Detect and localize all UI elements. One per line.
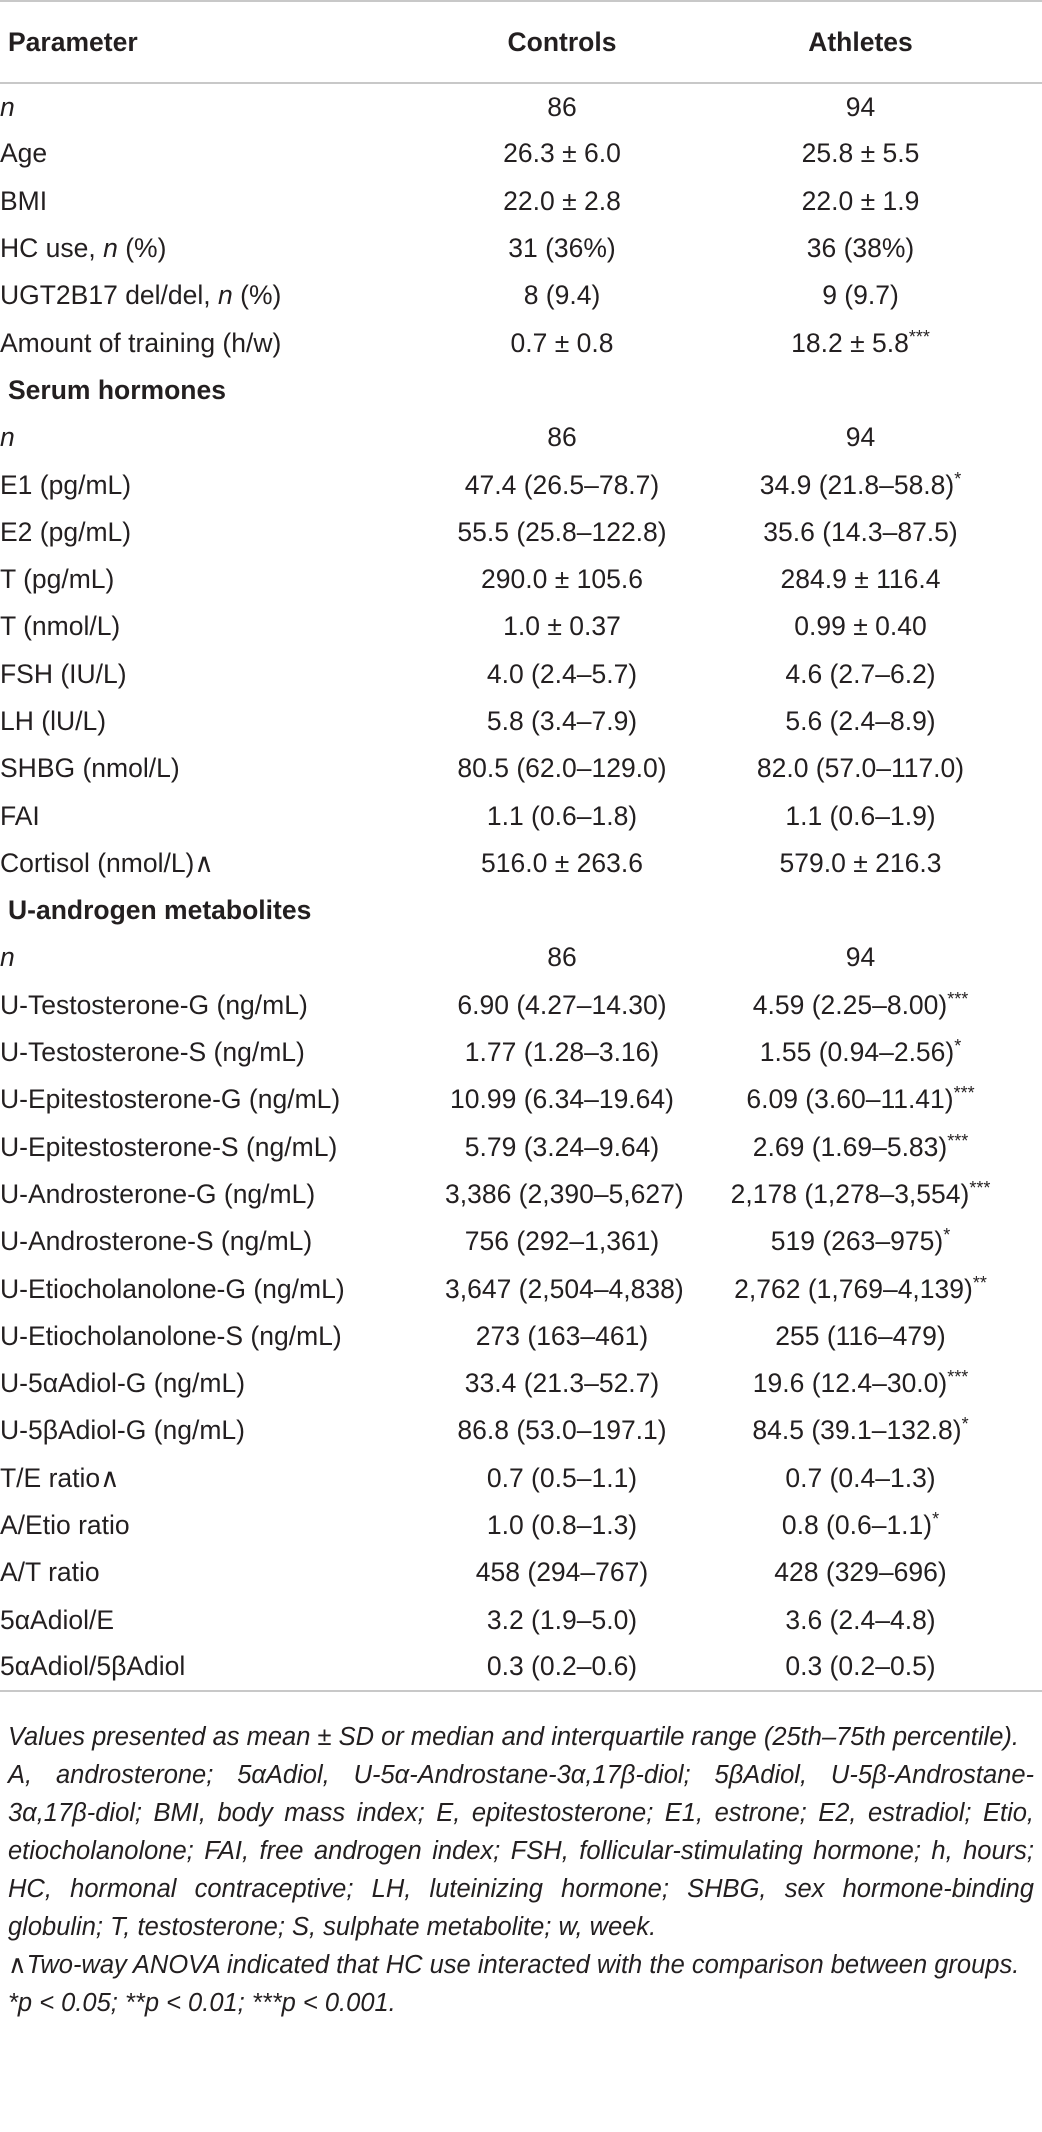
table-row <box>0 698 1042 745</box>
table-row <box>0 225 1042 272</box>
table-row <box>0 603 1042 650</box>
parameter-cell <box>0 319 445 366</box>
controls-value: 55.5 (25.8–122.8) <box>457 516 667 547</box>
athletes-cell <box>679 1597 1042 1644</box>
parameter-cell <box>0 792 445 839</box>
controls-value: 10.99 (6.34–19.64) <box>450 1084 674 1115</box>
parameter-label: T/E ratio∧ <box>0 1462 120 1493</box>
controls-value: 458 (294–767) <box>475 1557 649 1588</box>
athletes-value: 9 (9.7) <box>822 280 899 311</box>
parameter-label: 5αAdiol/E <box>0 1604 115 1635</box>
parameter-cell <box>0 651 445 698</box>
athletes-value: 36 (38%) <box>806 233 915 264</box>
footnote-anova: ∧Two-way ANOVA indicated that HC use interacted with the comparison between groups. <box>8 1951 1020 1979</box>
athletes-value: 0.7 (0.4–1.3) <box>785 1462 936 1493</box>
athletes-value: 82.0 (57.0–117.0) <box>756 753 965 784</box>
parameter-cell <box>0 745 445 792</box>
athletes-value: 579.0 ± 216.3 <box>779 847 942 878</box>
controls-value: 273 (163–461) <box>475 1320 649 1351</box>
parameter-label-tail: (%) <box>232 280 282 311</box>
athletes-value: 84.5 (39.1–132.8) <box>752 1415 962 1446</box>
parameter-cell <box>0 1502 445 1549</box>
parameter-label-tail: (%) <box>117 233 167 264</box>
athletes-value: 4.6 (2.7–6.2) <box>785 658 936 689</box>
table-row <box>0 130 1042 177</box>
athletes-cell <box>679 1455 1042 1502</box>
athletes-value: 0.3 (0.2–0.5) <box>785 1651 936 1682</box>
table-row <box>0 414 1042 461</box>
athletes-cell <box>679 178 1042 225</box>
table-row <box>0 83 1042 130</box>
parameter-label: BMI <box>0 185 48 216</box>
table-row <box>0 272 1042 319</box>
controls-value: 33.4 (21.3–52.7) <box>464 1368 660 1399</box>
athletes-cell <box>679 1265 1042 1312</box>
athletes-value: 5.6 (2.4–8.9) <box>785 706 936 736</box>
table-row <box>0 178 1042 225</box>
athletes-cell <box>679 1218 1042 1265</box>
controls-value: 6.90 (4.27–14.30) <box>457 989 667 1020</box>
athletes-value: 19.6 (12.4–30.0) <box>752 1368 948 1399</box>
parameter-label: U-Testosterone-S (ng/mL) <box>0 1037 305 1068</box>
header-controls: Controls <box>445 1 679 83</box>
significance-marker: * <box>932 1509 940 1530</box>
table-header <box>0 1 1042 83</box>
controls-value: 86 <box>547 91 577 122</box>
significance-marker: ** <box>972 1272 987 1293</box>
controls-value: 4.0 (2.4–5.7) <box>486 658 638 689</box>
athletes-cell <box>679 130 1042 177</box>
parameter-cell <box>0 414 445 461</box>
athletes-value: 94 <box>845 422 876 453</box>
athletes-cell <box>679 414 1042 461</box>
parameter-cell <box>0 1644 445 1691</box>
athletes-value: 94 <box>845 942 876 973</box>
athletes-value: 428 (329–696) <box>774 1557 947 1588</box>
table-row <box>0 319 1042 366</box>
athletes-value: 1.55 (0.94–2.56) <box>759 1037 955 1068</box>
parameter-label: 5αAdiol/5βAdiol <box>0 1651 186 1682</box>
parameter-cell <box>0 982 445 1029</box>
controls-value: 86.8 (53.0–197.1) <box>457 1415 667 1446</box>
controls-value: 756 (292–1,361) <box>464 1226 660 1257</box>
parameter-label: E1 (pg/mL) <box>0 469 132 500</box>
athletes-value: 34.9 (21.8–58.8) <box>759 469 955 500</box>
athletes-cell <box>679 1360 1042 1407</box>
section-header-row <box>0 367 1042 414</box>
athletes-value: 94 <box>845 91 876 122</box>
controls-value: 80.5 (62.0–129.0) <box>457 753 667 784</box>
athletes-cell <box>679 982 1042 1029</box>
controls-value: 5.8 (3.4–7.9) <box>486 706 638 736</box>
significance-marker: *** <box>908 326 930 347</box>
athletes-value: 25.8 ± 5.5 <box>801 138 920 169</box>
parameter-cell <box>0 461 445 508</box>
parameter-label: n <box>0 91 15 122</box>
athletes-cell <box>679 319 1042 366</box>
table-row <box>0 745 1042 792</box>
parameter-label: T (pg/mL) <box>0 564 115 595</box>
athletes-value: 0.8 (0.6–1.1) <box>781 1510 933 1541</box>
parameter-cell <box>0 178 445 225</box>
athletes-cell <box>679 745 1042 792</box>
parameter-label: Cortisol (nmol/L)∧ <box>0 847 214 878</box>
significance-marker: * <box>961 1414 969 1435</box>
athletes-cell <box>679 1407 1042 1454</box>
controls-value: 3,386 (2,390–5,627) <box>445 1178 684 1209</box>
table-row <box>0 1076 1042 1123</box>
athletes-value: 18.2 ± 5.8 <box>791 327 909 358</box>
footnote-significance: *p < 0.05; **p < 0.01; ***p < 0.001. <box>8 1989 396 2017</box>
significance-marker: *** <box>947 1367 969 1388</box>
athletes-value: 255 (116–479) <box>775 1320 946 1351</box>
table-row <box>0 982 1042 1029</box>
parameter-cell <box>0 934 445 981</box>
athletes-cell <box>679 1549 1042 1596</box>
parameter-cell <box>0 556 445 603</box>
parameter-label: FAI <box>0 800 40 831</box>
parameter-label: HC use, <box>0 233 104 264</box>
parameter-cell <box>0 130 445 177</box>
parameter-cell <box>0 1029 445 1076</box>
parameter-cell <box>0 1549 445 1596</box>
athletes-value: 22.0 ± 1.9 <box>801 185 920 216</box>
table-row <box>0 792 1042 839</box>
controls-value: 290.0 ± 105.6 <box>481 564 643 595</box>
athletes-value: 2,178 (1,278–3,554) <box>730 1178 970 1209</box>
parameter-label: U-Androsterone-G (ng/mL) <box>0 1178 316 1209</box>
athletes-value: 3.6 (2.4–4.8) <box>785 1604 936 1635</box>
table-row <box>0 556 1042 603</box>
athletes-cell <box>679 461 1042 508</box>
parameter-cell <box>0 1360 445 1407</box>
table-row <box>0 1360 1042 1407</box>
table-row <box>0 509 1042 556</box>
parameter-label: U-5αAdiol-G (ng/mL) <box>0 1368 246 1399</box>
footnote-values: Values presented as mean ± SD or median and interquartile range (25th–75th percentile). <box>8 1723 1019 1751</box>
table-row <box>0 1218 1042 1265</box>
parameter-cell <box>0 1597 445 1644</box>
controls-value: 31 (36%) <box>508 233 616 264</box>
parameter-label: Age <box>0 138 48 169</box>
section-title: U-androgen metabolites <box>8 895 312 926</box>
parameter-label-italic: n <box>103 233 118 264</box>
athletes-value: 2.69 (1.69–5.83) <box>752 1131 948 1162</box>
table-row <box>0 1029 1042 1076</box>
parameter-label: U-Etiocholanolone-S (ng/mL) <box>0 1320 342 1351</box>
significance-marker: *** <box>947 1130 969 1151</box>
controls-value: 516.0 ± 263.6 <box>481 847 643 878</box>
significance-marker: * <box>943 1225 951 1246</box>
table-row <box>0 1597 1042 1644</box>
table-row <box>0 1502 1042 1549</box>
table-row <box>0 1455 1042 1502</box>
table-row <box>0 651 1042 698</box>
controls-value: 1.0 (0.8–1.3) <box>486 1510 638 1541</box>
athletes-cell <box>679 225 1042 272</box>
controls-value: 86 <box>547 422 577 453</box>
parameter-label: U-Epitestosterone-S (ng/mL) <box>0 1131 338 1162</box>
parameter-cell <box>0 1407 445 1454</box>
controls-value: 26.3 ± 6.0 <box>503 138 621 169</box>
parameter-cell <box>0 509 445 556</box>
controls-value: 3.2 (1.9–5.0) <box>486 1604 638 1635</box>
athletes-cell <box>679 698 1042 745</box>
controls-value: 1.77 (1.28–3.16) <box>464 1037 660 1068</box>
controls-value: 47.4 (26.5–78.7) <box>464 469 660 500</box>
parameter-label: U-Epitestosterone-G (ng/mL) <box>0 1084 341 1115</box>
section-title: Serum hormones <box>8 374 226 405</box>
parameter-cell <box>0 1171 445 1218</box>
controls-value: 86 <box>547 942 577 973</box>
parameter-cell <box>0 272 445 319</box>
controls-value: 0.3 (0.2–0.6) <box>445 1644 679 1691</box>
table-body <box>0 83 1042 1691</box>
controls-value: 5.79 (3.24–9.64) <box>464 1131 660 1162</box>
athletes-value: 519 (263–975) <box>770 1226 944 1257</box>
parameter-label: FSH (IU/L) <box>0 658 127 689</box>
parameter-cell <box>0 603 445 650</box>
athletes-cell <box>679 83 1042 130</box>
section-header-row <box>0 887 1042 934</box>
parameter-label: LH (lU/L) <box>0 706 107 736</box>
parameter-label: U-Etiocholanolone-G (ng/mL) <box>0 1273 345 1304</box>
parameter-cell <box>0 225 445 272</box>
parameter-label: SHBG (nmol/L) <box>0 753 180 784</box>
parameter-cell <box>0 1218 445 1265</box>
significance-marker: *** <box>947 988 969 1009</box>
athletes-cell <box>679 509 1042 556</box>
significance-marker: * <box>954 468 962 489</box>
parameter-cell <box>0 83 445 130</box>
table-row <box>0 934 1042 981</box>
table-row <box>0 1124 1042 1171</box>
athletes-cell <box>679 1502 1042 1549</box>
athletes-cell <box>679 556 1042 603</box>
parameter-label: A/T ratio <box>0 1557 100 1588</box>
parameter-cell <box>0 840 445 887</box>
athletes-cell <box>679 272 1042 319</box>
parameter-cell <box>0 1265 445 1312</box>
table-row <box>0 1313 1042 1360</box>
header-athletes: Athletes <box>679 1 1042 83</box>
athletes-value: 4.59 (2.25–8.00) <box>752 989 948 1020</box>
parameter-label: T (nmol/L) <box>0 611 121 642</box>
parameter-label: U-5βAdiol-G (ng/mL) <box>0 1415 245 1446</box>
parameter-label: Amount of training (h/w) <box>0 327 282 358</box>
parameter-label: n <box>0 942 15 973</box>
table-row <box>0 1171 1042 1218</box>
athletes-value: 35.6 (14.3–87.5) <box>763 516 958 547</box>
parameter-label: U-Androsterone-S (ng/mL) <box>0 1226 313 1257</box>
parameter-cell <box>0 1124 445 1171</box>
parameter-label-italic: n <box>218 280 233 311</box>
controls-value: 0.7 (0.5–1.1) <box>486 1462 638 1493</box>
controls-value: 0.7 ± 0.8 <box>510 327 614 358</box>
table-row <box>0 1407 1042 1454</box>
athletes-cell <box>679 1076 1042 1123</box>
athletes-cell <box>679 1124 1042 1171</box>
athletes-value: 1.1 (0.6–1.9) <box>785 800 936 831</box>
table-row <box>0 1265 1042 1312</box>
athletes-cell <box>679 603 1042 650</box>
athletes-value: 0.99 ± 0.40 <box>794 611 927 642</box>
parameter-cell <box>0 1076 445 1123</box>
controls-value: 3,647 (2,504–4,838) <box>445 1273 684 1304</box>
athletes-cell <box>679 1029 1042 1076</box>
athletes-cell <box>679 1313 1042 1360</box>
parameter-cell <box>0 698 445 745</box>
athletes-cell <box>679 1171 1042 1218</box>
significance-marker: *** <box>969 1177 991 1198</box>
header-parameter: Parameter <box>0 1 445 83</box>
significance-marker: *** <box>953 1083 975 1104</box>
athletes-cell <box>679 1644 1042 1691</box>
athletes-value: 2,762 (1,769–4,139) <box>734 1273 973 1304</box>
athletes-cell <box>679 651 1042 698</box>
athletes-cell <box>679 934 1042 981</box>
athletes-value: 284.9 ± 116.4 <box>780 564 941 595</box>
athletes-cell <box>679 792 1042 839</box>
significance-marker: * <box>954 1036 962 1057</box>
parameter-label: A/Etio ratio <box>0 1510 130 1541</box>
table-row <box>0 840 1042 887</box>
athletes-value: 6.09 (3.60–11.41) <box>746 1084 954 1115</box>
parameter-cell <box>0 1313 445 1360</box>
parameter-label: U-Testosterone-G (ng/mL) <box>0 989 308 1020</box>
table-row <box>0 1644 1042 1691</box>
controls-value: 1.0 ± 0.37 <box>503 611 621 642</box>
controls-value: 8 (9.4) <box>523 280 601 311</box>
parameter-label: E2 (pg/mL) <box>0 516 132 547</box>
footnote-abbreviations: A, androsterone; 5αAdiol, U-5α-Androstane-3α,17β-diol; 5βAdiol, U-5β-Androstane-3α,17β-diol; BMI, body mass index; E, epitestosterone; E1, estrone; E2, estradiol; Etio, etiocholanolone; FAI, free androgen index; FSH, follicular-stimulating hormone; h, hours; HC, hormonal contraceptive; LH, luteinizing hormone; SHBG, sex hormone-binding globulin; T, testosterone; S, sulphate metabolite; w, week. <box>8 1761 1034 1941</box>
controls-value: 22.0 ± 2.8 <box>503 185 621 216</box>
parameter-cell <box>0 1455 445 1502</box>
athletes-cell <box>679 840 1042 887</box>
table-row <box>0 461 1042 508</box>
parameter-label: UGT2B17 del/del, <box>0 280 219 311</box>
parameter-label: n <box>0 422 15 453</box>
table-footnotes <box>8 1718 1034 2022</box>
table-row <box>0 1549 1042 1596</box>
controls-value: 1.1 (0.6–1.8) <box>486 800 638 831</box>
